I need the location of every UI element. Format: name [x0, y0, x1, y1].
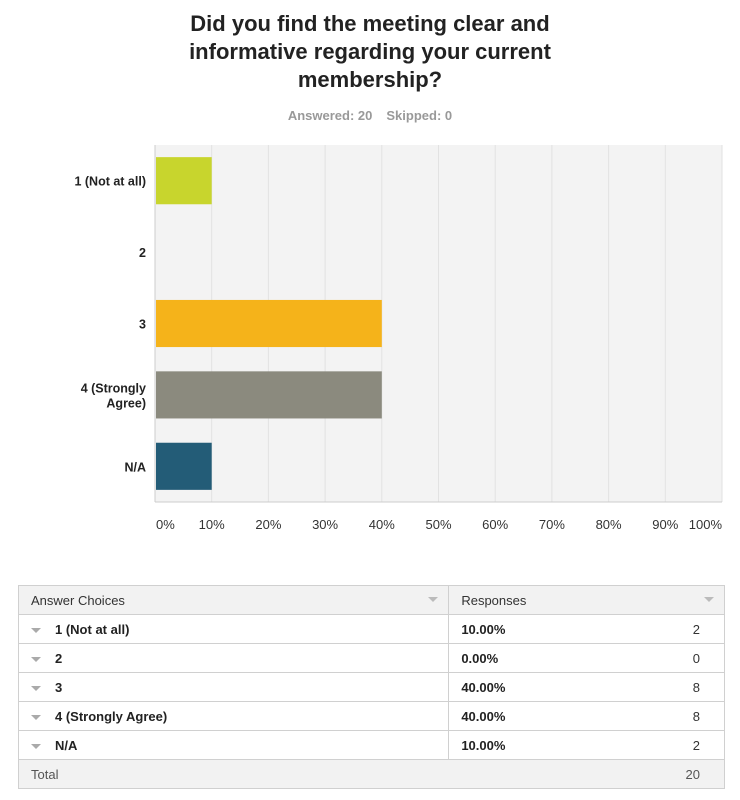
answer-choices-header-label: Answer Choices — [31, 592, 125, 608]
response-table — [18, 585, 725, 789]
sort-chevron-icon[interactable] — [428, 597, 438, 602]
x-tick-label: 50% — [425, 517, 452, 532]
category-label: N/A — [124, 460, 146, 475]
percent-cell: 0.00% — [449, 644, 607, 673]
x-tick-label: 30% — [312, 517, 339, 532]
category-label: 3 — [139, 317, 146, 332]
table-row[interactable] — [19, 702, 725, 731]
x-tick-label: 60% — [482, 517, 509, 532]
expand-chevron-icon[interactable] — [31, 715, 41, 720]
choice-label: 3 — [55, 679, 63, 695]
count-cell: 2 — [607, 615, 724, 644]
answer-choices-header[interactable] — [19, 586, 449, 615]
choice-label: 2 — [55, 650, 63, 666]
choice-cell — [19, 644, 449, 673]
percent-cell: 10.00% — [449, 731, 607, 760]
x-tick-label: 10% — [198, 517, 225, 532]
percent-cell: 10.00% — [449, 615, 607, 644]
table-row[interactable] — [19, 673, 725, 702]
responses-header[interactable] — [449, 586, 725, 615]
choice-cell — [19, 731, 449, 760]
bar — [156, 371, 382, 418]
choice-cell — [19, 615, 449, 644]
category-label: Agree) — [106, 396, 146, 411]
total-row — [19, 760, 725, 789]
expand-chevron-icon[interactable] — [31, 686, 41, 691]
x-tick-label: 20% — [255, 517, 282, 532]
table-row[interactable] — [19, 731, 725, 760]
category-label: 1 (Not at all) — [74, 174, 146, 189]
responses-header-label: Responses — [461, 592, 527, 608]
table-row[interactable] — [19, 615, 725, 644]
bar — [156, 157, 212, 204]
expand-chevron-icon[interactable] — [31, 744, 41, 749]
x-tick-label: 40% — [368, 517, 395, 532]
question-title-line: informative regarding your current — [189, 39, 551, 64]
expand-chevron-icon[interactable] — [31, 657, 41, 662]
question-title-line: membership? — [297, 67, 443, 92]
count-cell: 8 — [607, 702, 724, 731]
total-label: Total — [19, 760, 608, 789]
table-header-row — [19, 586, 725, 615]
choice-label: 1 (Not at all) — [55, 621, 130, 637]
choice-cell — [19, 673, 449, 702]
percent-cell: 40.00% — [449, 702, 607, 731]
x-tick-label: 100% — [688, 517, 722, 532]
answered-count: Answered: 20 — [287, 108, 373, 123]
choice-label: N/A — [55, 737, 78, 753]
skipped-count: Skipped: 0 — [386, 108, 453, 123]
bar — [156, 300, 382, 347]
x-tick-label: 70% — [538, 517, 565, 532]
total-value: 20 — [607, 760, 724, 789]
count-cell: 0 — [607, 644, 724, 673]
question-title-line: Did you find the meeting clear and — [190, 11, 550, 36]
bar — [156, 443, 212, 490]
sort-chevron-icon[interactable] — [704, 597, 714, 602]
x-tick-label: 90% — [652, 517, 679, 532]
choice-cell — [19, 702, 449, 731]
response-summary — [0, 108, 740, 123]
question-title — [0, 10, 740, 94]
x-tick-label: 0% — [156, 517, 175, 532]
table-row[interactable] — [19, 644, 725, 673]
expand-chevron-icon[interactable] — [31, 628, 41, 633]
bar-chart — [0, 140, 740, 540]
choice-label: 4 (Strongly Agree) — [55, 708, 168, 724]
count-cell: 8 — [607, 673, 724, 702]
category-label: 4 (Strongly — [80, 381, 146, 396]
percent-cell: 40.00% — [449, 673, 607, 702]
x-tick-label: 80% — [595, 517, 622, 532]
category-label: 2 — [139, 246, 146, 261]
count-cell: 2 — [607, 731, 724, 760]
